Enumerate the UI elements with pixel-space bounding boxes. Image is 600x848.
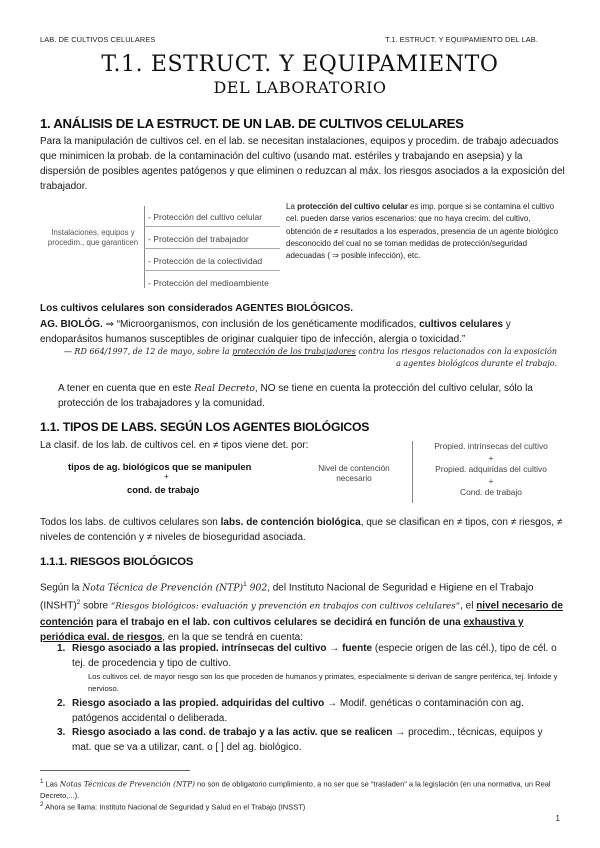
diagram-item: - Protección del cultivo celular <box>148 212 263 222</box>
running-header-right: T.1. ESTRUCT. Y EQUIPAMIENTO DEL LAB. <box>385 35 538 44</box>
para-text: , que se clasifican en ≠ tipos, con ≠ riesgos, ≠ niveles de contención y ≠ niveles de bioseguridad asociada. <box>40 517 563 543</box>
list-number: 1. <box>57 643 66 654</box>
diagram-brace <box>144 206 145 288</box>
plus-sign: + <box>488 475 494 486</box>
section-1-1-1-heading: 1.1.1. RIESGOS BIOLÓGICOS <box>40 556 194 568</box>
list-bold: Riesgo asociado a las propied. intrínsecas del cultivo <box>72 643 327 654</box>
list-arrow: → <box>392 727 409 738</box>
para-bold: para el trabajo en el lab. con cultivos celulares se decidirá en función de una <box>93 616 464 628</box>
footnote-ref[interactable]: 1 <box>243 581 247 588</box>
diagram-item: - Protección del trabajador <box>148 234 249 244</box>
footnote-text: Las <box>43 779 60 789</box>
footnote-ref[interactable]: 2 <box>76 599 81 607</box>
list-bold: Riesgo asociado a las propied. adquiridas del cultivo <box>72 698 325 709</box>
footnote-text: Instituto Nacional de Seguridad y Salud en el Trabajo (INSST) <box>97 802 306 812</box>
note-text: es imp. porque si se contamina el cultivo cel. pueden darse varios escenarios: que no haya crecim. del cultivo, obtención de ≠ resultados a los esperados, presencia de un agente biológico desconocido del cual no se toman medidas de protección/seguridad adecuadas ( ⇒ posible infección), etc. <box>286 202 559 261</box>
list-number: 2. <box>57 698 66 709</box>
containment-level-label: Nivel de contención necesario <box>318 464 390 483</box>
definition-term: AG. BIOLÓG. <box>40 319 103 330</box>
plus-sign: + <box>164 472 169 481</box>
containment-factor: Propied. intrínsecas del cultivo <box>434 441 548 451</box>
biological-agent-definition <box>40 317 565 347</box>
note-text: , NO se tiene en cuenta la protección del cultivo celular, sólo la protección de los trabajadores y la comunidad. <box>58 383 533 409</box>
para-bold-underlined: exhaustiva y periódica eval. de riesgos <box>40 616 524 643</box>
footnote-text: no son de obligatorio cumplimiento, a no ser que se “trasladen” a la legislación (en una normativa, un Real Decreto,...). <box>40 779 551 800</box>
risk-list-item-2 <box>58 697 564 726</box>
section-1-intro: Para la manipulación de cultivos cel. en el lab. se necesitan instalaciones, equipos y procedim. de trabajo adecuados que minimicen la probab. de la contaminación del cultivo (usando mat. estériles y trabajando en asepsia) y la dispersión de posibles agentes patógenos y que eliminen o reduzcan al máx. los riesgos asociados a la exposición del trabajador. <box>40 136 565 192</box>
note-bold: protección del cultivo celular <box>297 202 408 211</box>
diagram-left-label: Instalaciones, equipos y procedim., que garanticen <box>47 228 139 247</box>
lab-type-factor-1: tipos de ag. biológicos que se manipulen <box>68 461 252 472</box>
para-text: , el <box>460 600 477 612</box>
containment-factor: Propied. adquiridas del cultivo <box>435 464 547 475</box>
agents-heading: Los cultivos celulares son considerados AGENTES BIOLÓGICOS. <box>40 303 354 314</box>
list-text: (especie origen de las cél.), tipo de cél. o tej. de procedencia y tipo de cultivo. <box>72 643 557 669</box>
section-1-heading: 1. ANÁLISIS DE LA ESTRUCT. DE UN LAB. DE CULTIVOS CELULARES <box>40 116 464 131</box>
definition-text: ⇒ “Microorganismos, con inclusión de los genéticamente modificados, <box>102 319 420 330</box>
note-text: La <box>286 202 298 211</box>
note-text: A tener en cuenta que en este <box>58 383 195 394</box>
containment-factor: Cond. de trabajo <box>460 487 522 498</box>
section-1-1-heading: 1.1. TIPOS DE LABS. SEGÚN LOS AGENTES BIOLÓGICOS <box>40 420 370 434</box>
ntp-title: “Riesgos biológicos: evaluación y prevención en trabajos con cultivos celulares” <box>110 601 461 612</box>
definition-bold: cultivos celulares <box>419 319 504 330</box>
ntp-italic: Nota Técnica de Prevención (NTP) <box>82 582 244 594</box>
risk-list-item-1 <box>58 642 564 694</box>
list-bold: Riesgo asociado a las cond. de trabajo y a las activ. que se realicen <box>72 727 393 738</box>
para-bold-underlined: nivel necesario de contención <box>40 600 563 628</box>
document-subtitle: DEL LABORATORIO <box>213 78 387 97</box>
risk-list-item-3 <box>58 726 564 755</box>
ntp-number: 902 <box>246 582 268 594</box>
footnote-text: Ahora se llama: <box>43 802 98 812</box>
list-text: Modif. genéticas o contaminación con ag. patógenos accidental o deliberada. <box>72 698 524 724</box>
section-1-1-intro: La clasif. de los lab. de cultivos cel. en ≠ tipos viene det. por: <box>40 440 309 451</box>
diagram-brace <box>412 441 413 503</box>
diagram-items <box>148 206 269 294</box>
diagram-item: - Protección del medioambiente <box>148 278 269 288</box>
containment-labs-paragraph <box>40 515 565 545</box>
ntp-paragraph <box>40 577 565 645</box>
footnote-2 <box>40 799 565 813</box>
running-header-left: LAB. DE CULTIVOS CELULARES <box>40 35 156 44</box>
diagram-item: - Protección de la colectividad <box>148 256 263 266</box>
para-text: Todos los labs. de cultivos celulares son <box>40 517 221 528</box>
footnote-1 <box>40 776 565 802</box>
list-number: 3. <box>57 727 66 738</box>
footnote-rule <box>40 770 190 771</box>
footnote-italic: Notas Técnicas de Prevención (NTP) <box>59 779 195 789</box>
citation-text: contra los riesgos relacionados con la exposición a agentes biológicos durante el trabajo. <box>355 347 557 369</box>
list-arrow: → <box>324 698 340 709</box>
list-arrow: → <box>326 643 343 654</box>
plus-sign: + <box>488 452 494 463</box>
real-decreto-note <box>40 381 565 411</box>
note-italic: Real Decreto <box>194 383 255 394</box>
para-text: , del Instituto Nacional de Seguridad e Higiene en el Trabajo (INSHT) <box>40 582 534 612</box>
list-text: procedim., técnicas, equipos y mat. que se va a utilizar, cant. o [ ] del ag. biológico. <box>72 727 543 753</box>
rd-citation <box>60 346 557 370</box>
list-bold: fuente <box>342 643 373 654</box>
definition-text: y endoparásitos humanos susceptibles de originar cualquier tipo de infección, alergia o toxicidad.” <box>40 319 511 345</box>
footnote-mark: 2 <box>40 801 44 808</box>
culture-protection-note <box>286 201 561 262</box>
document-title: T.1. ESTRUCT. Y EQUIPAMIENTO <box>101 52 499 77</box>
citation-underlined: protección de los trabajadores <box>232 347 356 356</box>
lab-type-factor-2: cond. de trabajo <box>127 484 200 495</box>
para-text: sobre <box>80 600 111 612</box>
para-text: Según la <box>40 582 83 594</box>
page-number: 1 <box>555 814 560 823</box>
citation-text: — RD 664/1997, de 12 de mayo, sobre la <box>63 347 233 356</box>
list-subnote: Los cultivos cel. de mayor riesgo son los que proceden de humanos y primates, especialmente si derivan de sangre periférica, tej. linfoide y nervioso. <box>88 672 558 693</box>
para-bold: labs. de contención biológica <box>220 517 361 528</box>
footnote-mark: 1 <box>40 778 44 785</box>
para-text: , en la que se tendrá en cuenta: <box>162 631 303 643</box>
containment-factors <box>416 441 566 499</box>
